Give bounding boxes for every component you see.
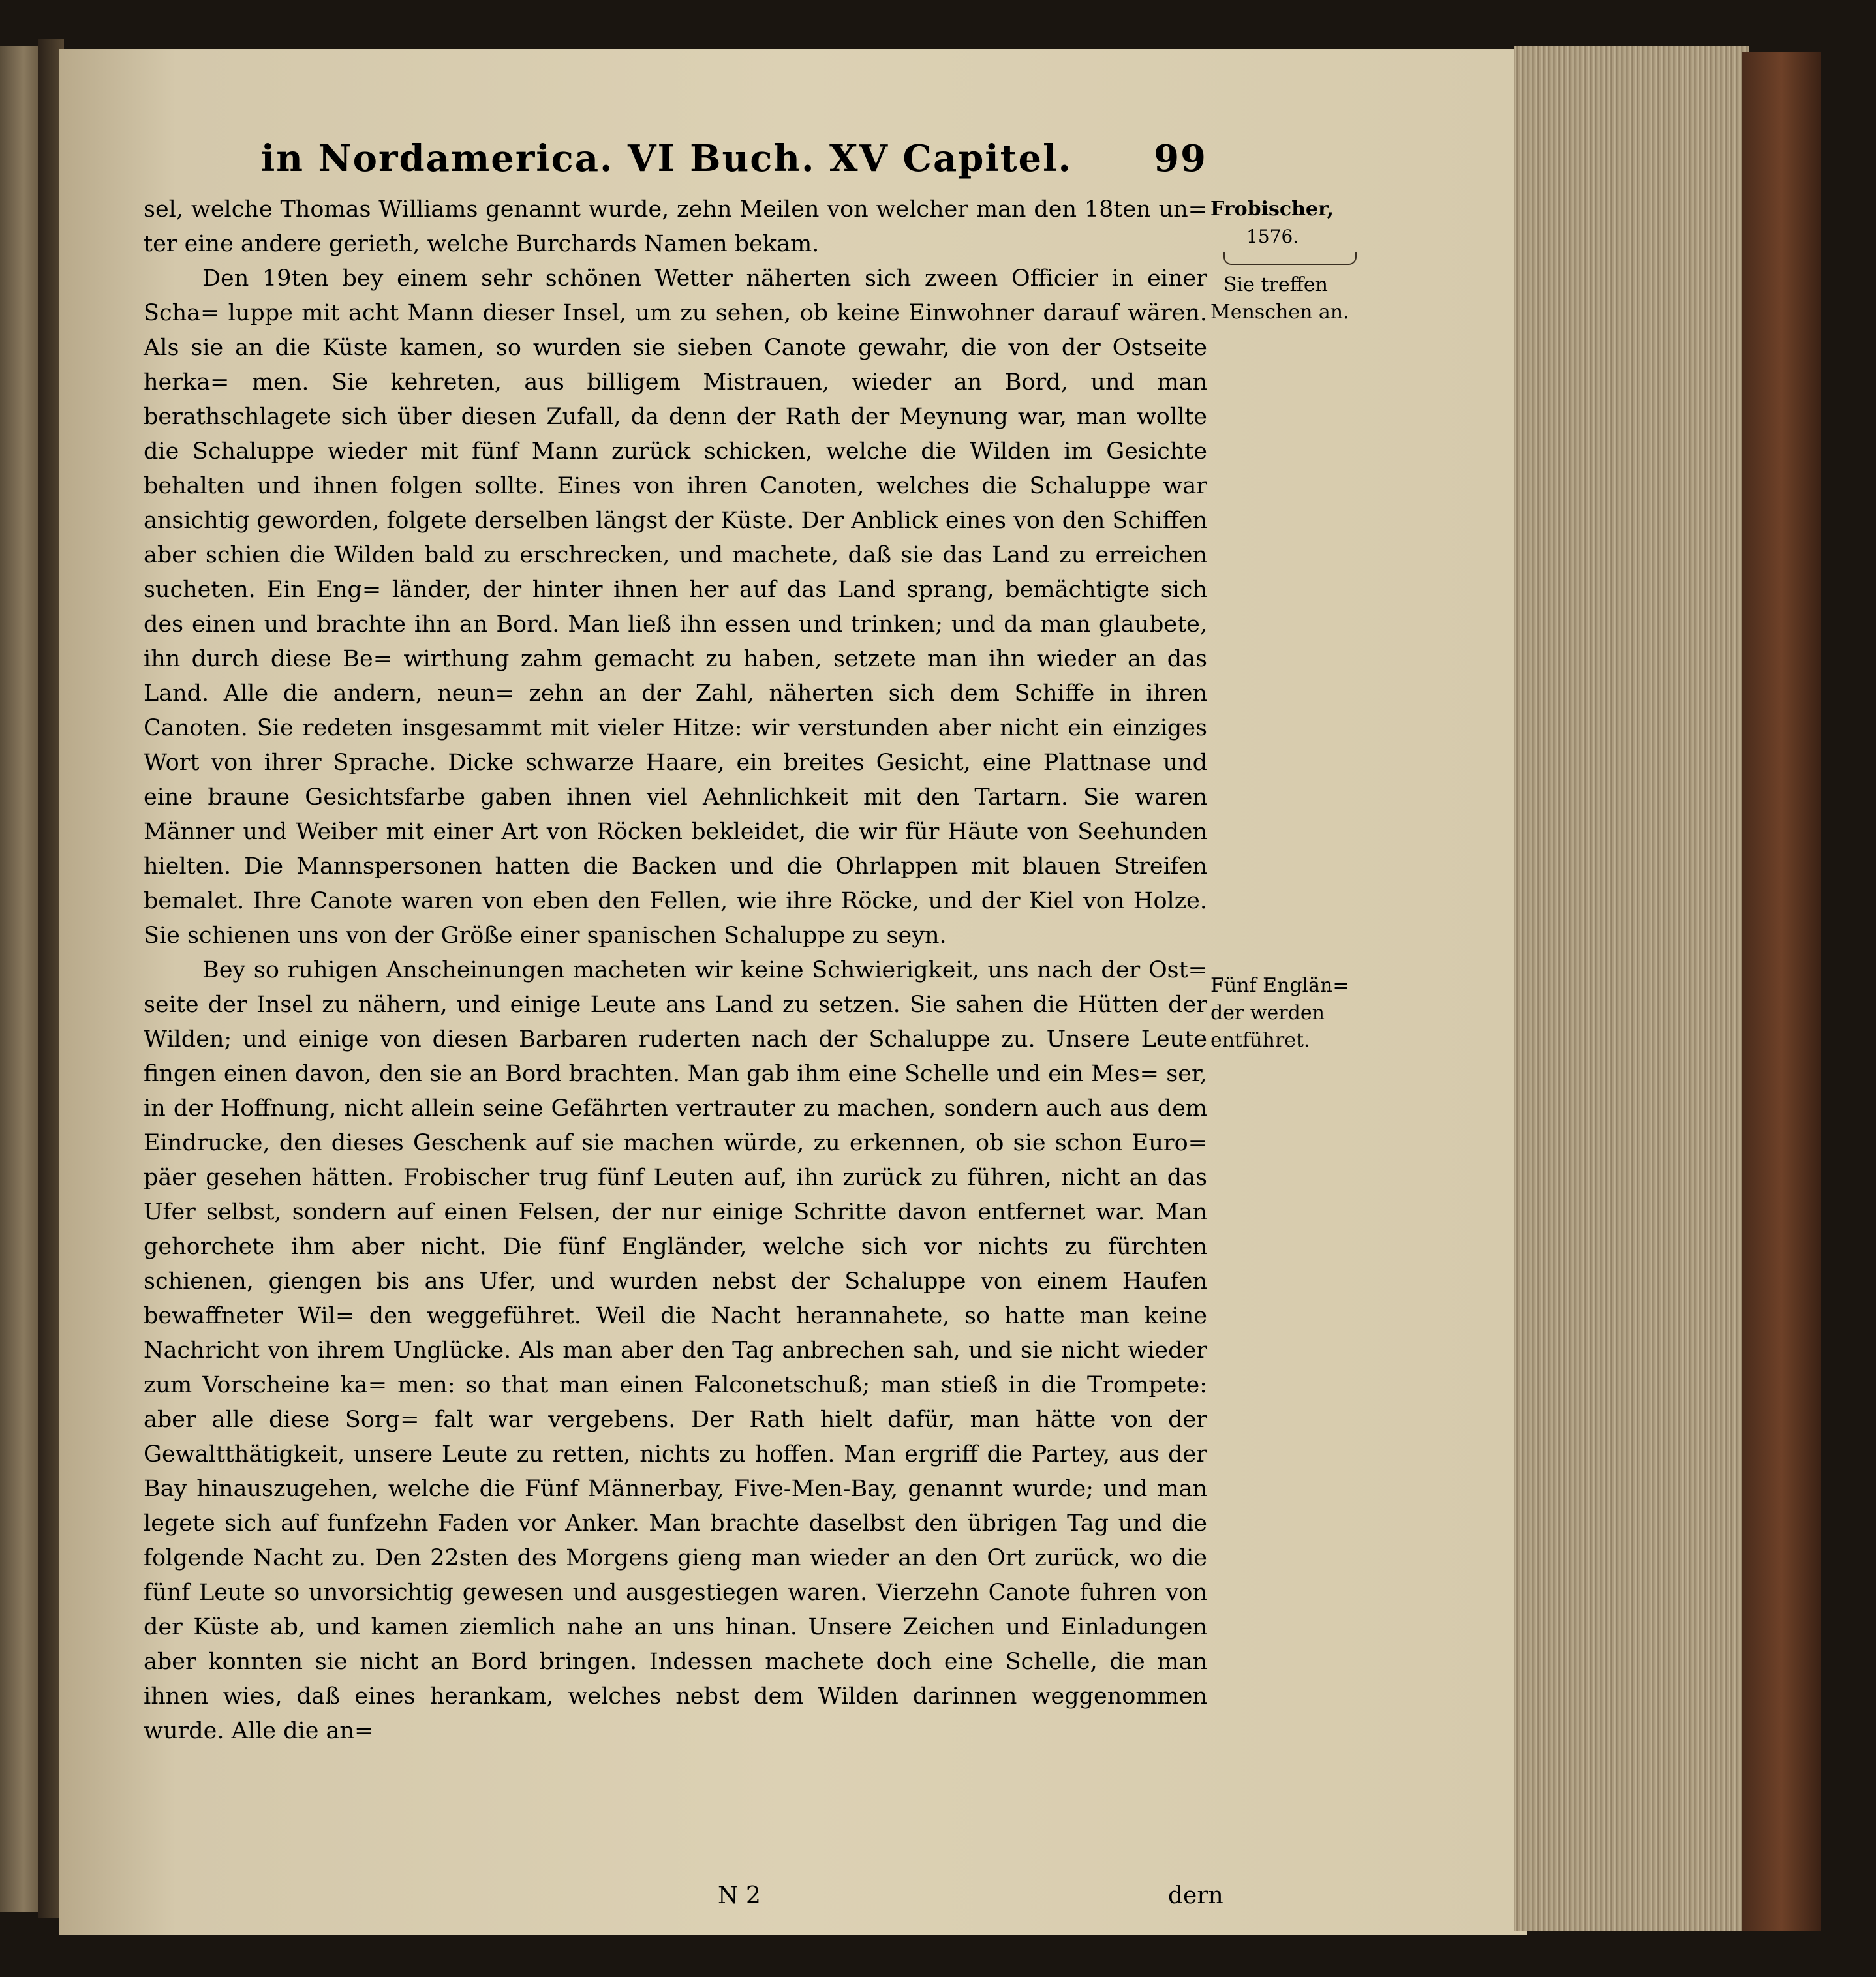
margin-note-frobischer	[1210, 196, 1367, 326]
margin-note-line: Fünf Englän=	[1210, 974, 1349, 997]
running-head-title: in Nordamerica. VI Buch. XV Capitel.	[261, 137, 1072, 180]
paragraph: Den 19ten bey einem sehr schönen Wetter näherten sich zween Officier in einer Scha= luppe mit acht Mann dieser Insel, um zu sehen, ob keine Einwohner darauf wären. Als sie an die Küste kamen, so wurden sie sieben Canote gewahr, die von der Ostseite herka= men. Sie kehreten, aus billigem Mistrauen, wieder an Bord, und man berathschlagete sich über diesen Zufall, da denn der Rath der Meynung war, man wollte die Schaluppe wieder mit fünf Mann zurück schicken, welche die Wilden im Gesichte behalten und ihnen folgen sollte. Eines von ihren Canoten, welches die Schaluppe war ansichtig geworden, folgete derselben längst der Küste. Der Anblick eines von den Schiffen aber schien die Wilden bald zu erschrecken, und machete, daß sie das Land zu erreichen sucheten. Ein Eng= länder, der hinter ihnen her auf das Land sprang, bemächtigte sich des einen und brachte ihn an Bord. Man ließ ihn essen und trinken; und da man glaubete, ihn durch diese Be= wirthung zahm gemacht zu haben, setzete man ihn wieder an das Land. Alle die andern, neun= zehn an der Zahl, näherten sich dem Schiffe in ihren Canoten. Sie redeten insgesammt mit vieler Hitze: wir verstunden aber nicht ein einziges Wort von ihrer Sprache. Dicke schwarze Haare, ein breites Gesicht, eine Plattnase und eine braune Gesichtsfarbe gaben ihnen viel Aehnlichkeit mit den Tartarn. Sie waren Männer und Weiber mit einer Art von Röcken bekleidet, die wir für Häute von Seehunden hielten. Die Mannspersonen hatten die Backen und die Ohrlappen mit blauen Streifen bemalet. Ihre Canote waren von eben den Fellen, wie ihre Röcke, und der Kiel von Holze. Sie schienen uns von der Größe einer spanischen Schaluppe zu seyn.	[144, 266, 1207, 949]
signature-mark: N 2	[718, 1882, 761, 1909]
leather-cover-edge	[1742, 52, 1821, 1931]
left-page-edge	[0, 46, 39, 1912]
paragraph-continuation: sel, welche Thomas Williams genannt wurde, zehn Meilen von welcher man den 18ten un= ter eine andere gerieth, welche Burchards Namen bekam.	[144, 196, 1207, 257]
margin-note-line: entführet.	[1210, 1029, 1310, 1052]
margin-brace	[1223, 252, 1357, 265]
page-number: 99	[1154, 137, 1207, 180]
catchword: dern	[1168, 1882, 1223, 1909]
margin-note-line: der werden	[1210, 1002, 1325, 1024]
page-block-edges	[1514, 46, 1749, 1931]
body-text	[144, 192, 1207, 1749]
paragraph: Bey so ruhigen Anscheinungen macheten wir keine Schwierigkeit, uns nach der Ost= seite der Insel zu nähern, und einige Leute ans Land zu setzen. Sie sahen die Hütten der Wilden; und einige von diesen Barbaren ruderten nach der Schaluppe zu. Unsere Leute fingen einen davon, den sie an Bord brachten. Man gab ihm eine Schelle und ein Mes= ser, in der Hoffnung, nicht allein seine Gefährten vertrauter zu machen, sondern auch aus dem Eindrucke, den dieses Geschenk auf sie machen würde, zu erkennen, ob sie schon Euro= päer gesehen hätten. Frobischer trug fünf Leuten auf, ihn zurück zu führen, nicht an das Ufer selbst, sondern auf einen Felsen, der nur einige Schritte davon entfernet war. Man gehorchete ihm aber nicht. Die fünf Engländer, welche sich vor nichts zu fürchten schienen, giengen bis ans Ufer, und wurden nebst der Schaluppe von einem Haufen bewaffneter Wil= den weggeführet. Weil die Nacht herannahete, so hatte man keine Nachricht von ihrem Unglücke. Als man aber den Tag anbrechen sah, und sie nicht wieder zum Vorscheine ka= men: so that man einen Falconetschuß; man stieß in die Trompete: aber alle diese Sorg= falt war vergebens. Der Rath hielt dafür, man hätte von der Gewaltthätigkeit, unsere Leute zu retten, nichts zu hoffen. Man ergriff die Partey, aus der Bay hinauszugehen, welche die Fünf Männerbay, Five-Men-Bay, genannt wurde; und man legete sich auf funfzehn Faden vor Anker. Man brachte daselbst den übrigen Tag und die folgende Nacht zu. Den 22sten des Morgens gieng man wieder an den Ort zurück, wo die fünf Leute so unvorsichtig gewesen und ausgestiegen waren. Vierzehn Canote fuhren von der Küste ab, und kamen ziemlich nahe an uns hinan. Unsere Zeichen und Einladungen aber konnten sie nicht an Bord bringen. Indessen machete doch eine Schelle, die man ihnen wies, daß eines herankam, welches nebst dem Wilden darinnen weggenommen wurde. Alle die an=	[144, 957, 1207, 1744]
margin-note-name: Frobischer,	[1210, 198, 1334, 221]
margin-note-line: Menschen an.	[1210, 301, 1349, 324]
margin-note-line: Sie treffen	[1223, 273, 1328, 296]
margin-note-englaender	[1210, 972, 1367, 1054]
running-head	[261, 111, 1207, 189]
margin-note-year: 1576.	[1246, 226, 1299, 247]
